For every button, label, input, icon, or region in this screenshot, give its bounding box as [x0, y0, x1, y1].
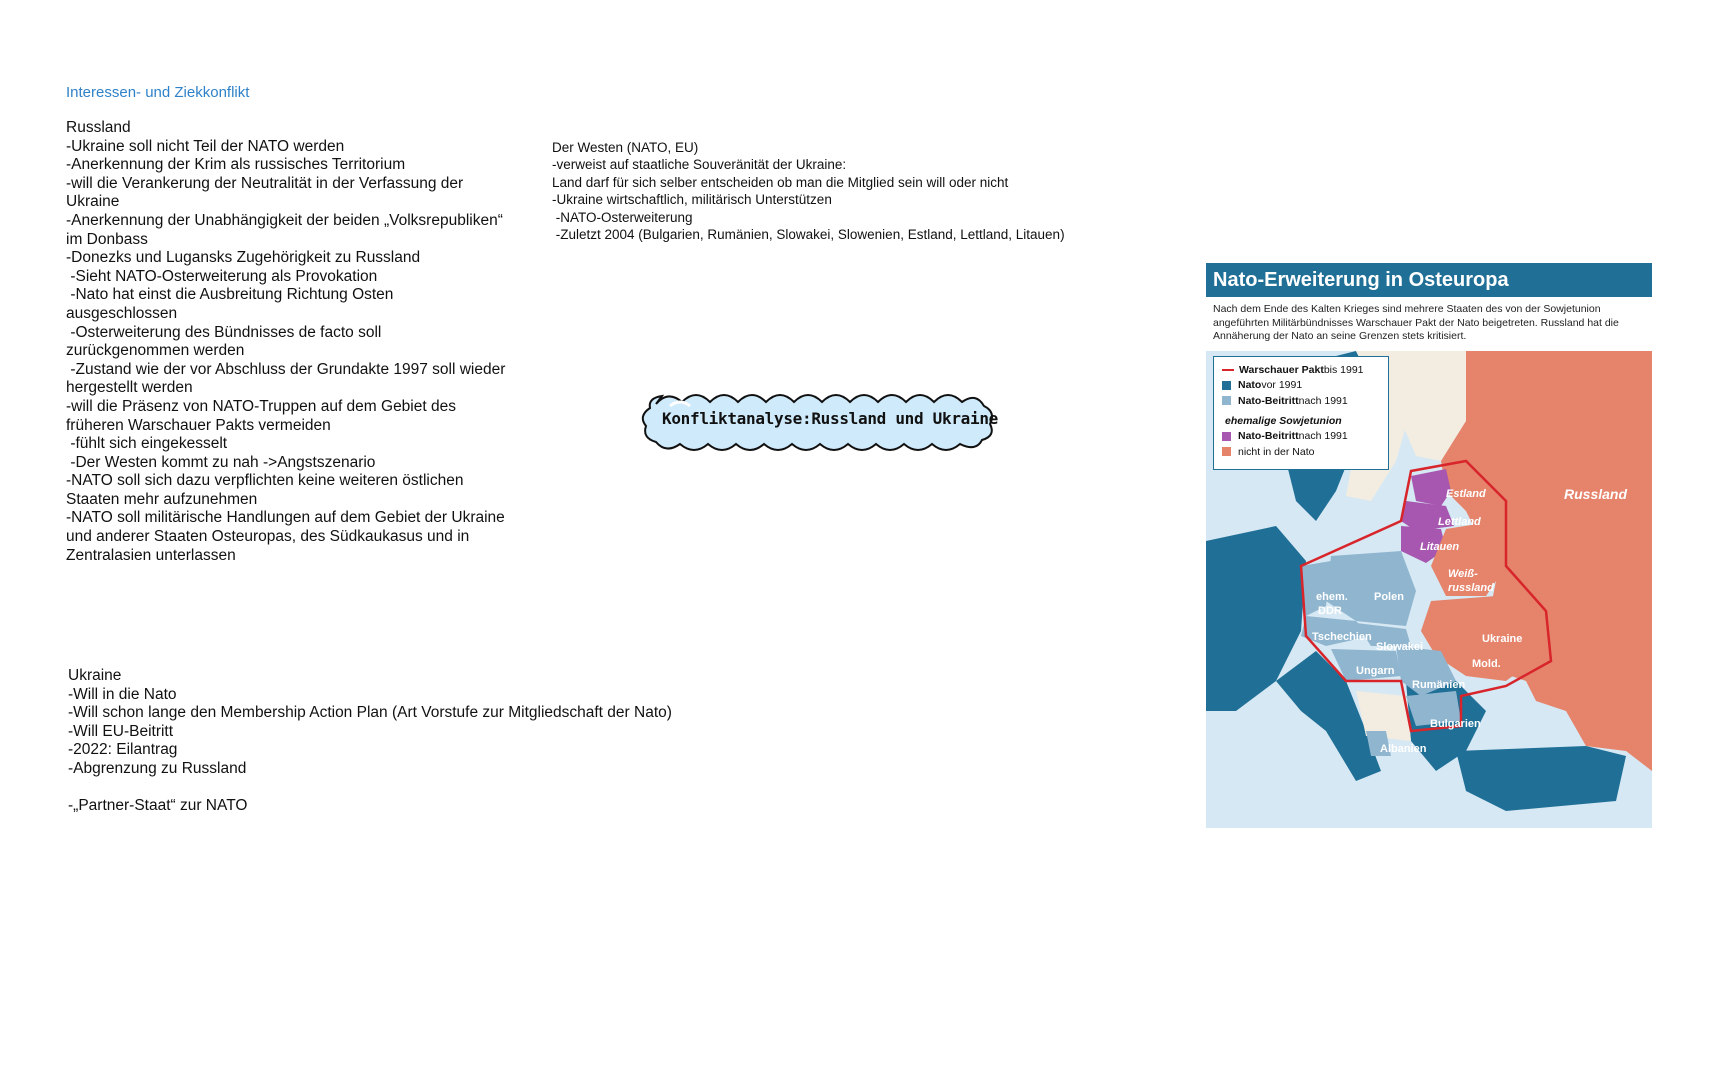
- text-line: -Zustand wie der vor Abschluss der Grundakte 1997 soll wieder hergestellt werden: [66, 360, 510, 397]
- page-heading: Interessen- und Ziekkonflikt: [66, 84, 250, 101]
- text-line: Land darf für sich selber entscheiden ob man die Mitglied sein will oder nicht: [552, 174, 1009, 190]
- text-line: -fühlt sich eingekesselt: [66, 435, 228, 453]
- text-line: Ukraine: [68, 667, 122, 684]
- text-line: -Will in die Nato: [68, 685, 177, 703]
- text-line: -Will EU-Beitritt: [68, 722, 174, 740]
- label-lettland: Lettland: [1438, 516, 1481, 528]
- label-weissrussland-1: Weiß-: [1448, 568, 1478, 580]
- text-line: -„Partner-Staat“ zur NATO: [68, 796, 248, 814]
- map-legend: [1213, 356, 1389, 470]
- text-line: -NATO soll sich dazu verpflichten keine weiteren östlichen Staaten mehr aufzunehmen: [66, 472, 468, 508]
- west-positions: [552, 139, 1112, 243]
- legend-not-nato: nicht in der Nato: [1222, 444, 1380, 460]
- text-line: Russland: [66, 119, 131, 136]
- map-title: Nato-Erweiterung in Osteuropa: [1206, 263, 1652, 297]
- text-line: -Der Westen kommt zu nah ->Angstszenario: [66, 453, 376, 471]
- label-litauen: Litauen: [1420, 541, 1460, 553]
- label-ehem: ehem.: [1316, 591, 1348, 603]
- nato-map-figure: [1206, 263, 1652, 828]
- ukraine-positions: [68, 667, 768, 815]
- legend-warsaw: Warschauer Pakt bis 1991: [1222, 362, 1380, 378]
- label-tschechien: Tschechien: [1312, 631, 1372, 643]
- text-line: -Nato hat einst die Ausbreitung Richtung Osten ausgeschlossen: [66, 286, 398, 322]
- label-ukraine: Ukraine: [1482, 633, 1523, 645]
- label-polen: Polen: [1374, 591, 1404, 603]
- text-line: -Will schon lange den Membership Action Plan (Art Vorstufe zur Mitgliedschaft der Nato): [68, 704, 672, 722]
- text-line: -Anerkennung der Krim als russisches Territorium: [66, 156, 406, 174]
- text-line: -Sieht NATO-Osterweiterung als Provokation: [66, 267, 378, 285]
- legend-nato-before: Nato vor 1991: [1222, 378, 1380, 394]
- text-line: -Abgrenzung zu Russland: [68, 759, 247, 777]
- legend-swatch-icon: [1222, 396, 1231, 405]
- text-line: -Ukraine wirtschaftlich, militärisch Unterstützen: [552, 192, 832, 208]
- label-estland: Estland: [1446, 488, 1486, 500]
- text-line: [68, 779, 768, 797]
- map-caption: Nach dem Ende des Kalten Krieges sind mehrere Staaten des von der Sowjetunion angeführten Militärbündnisses Warschauer Pakt der Nato beigetreten. Russland hat die Annäherung der Nato an seine Grenzen stets kritisiert.: [1213, 303, 1619, 342]
- text-line: -Osterweiterung des Bündnisses de facto soll zurückgenommen werden: [66, 323, 386, 360]
- label-bulgarien: Bulgarien: [1430, 718, 1481, 730]
- label-ddr: DDR: [1318, 605, 1342, 617]
- legend-nato-after: Nato-Beitritt nach 1991: [1222, 393, 1380, 409]
- russia-positions: [66, 119, 510, 565]
- text-line: -verweist auf staatliche Souveränität der Ukraine:: [552, 157, 847, 173]
- text-line: -Ukraine soll nicht Teil der NATO werden: [66, 137, 345, 155]
- title-badge: [630, 384, 1030, 452]
- text-line: -NATO-Osterweiterung: [552, 209, 693, 225]
- text-line: -will die Verankerung der Neutralität in der Verfassung der Ukraine: [66, 174, 468, 211]
- text-line: -Anerkennung der Unabhängigkeit der beiden „Volksrepubliken“ im Donbass: [66, 211, 508, 248]
- legend-swatch-icon: [1222, 432, 1231, 441]
- label-mold: Mold.: [1472, 658, 1501, 670]
- label-albanien: Albanien: [1380, 743, 1427, 755]
- label-rumaenien: Rumänien: [1412, 679, 1466, 691]
- legend-swatch-icon: [1222, 447, 1231, 456]
- label-slowakei: Slowakei: [1376, 641, 1424, 653]
- legend-soviet-heading: ehemalige Sowjetunion: [1225, 414, 1342, 427]
- text-line: -NATO soll militärische Handlungen auf dem Gebiet der Ukraine und anderer Staaten Osteuropas, des Südkaukasus und in Zentralasien unterlassen: [66, 509, 510, 564]
- text-line: Der Westen (NATO, EU): [552, 140, 699, 155]
- text-line: -will die Präsenz von NATO-Truppen auf dem Gebiet des früheren Warschauer Pakts vermeiden: [66, 397, 461, 434]
- text-line: -Donezks und Lugansks Zugehörigkeit zu Russland: [66, 249, 421, 267]
- text-line: -Zuletzt 2004 (Bulgarien, Rumänien, Slowakei, Slowenien, Estland, Lettland, Litauen): [552, 227, 1065, 243]
- label-ungarn: Ungarn: [1356, 665, 1395, 677]
- legend-soviet-join: Nato-Beitritt nach 1991: [1222, 429, 1380, 445]
- label-weissrussland-2: russland: [1448, 582, 1494, 594]
- badge-title: Konfliktanalyse:Russland und Ukraine: [662, 408, 998, 428]
- label-russland: Russland: [1564, 486, 1628, 502]
- legend-line-icon: [1222, 369, 1234, 371]
- legend-swatch-icon: [1222, 381, 1231, 390]
- text-line: -2022: Eilantrag: [68, 741, 178, 759]
